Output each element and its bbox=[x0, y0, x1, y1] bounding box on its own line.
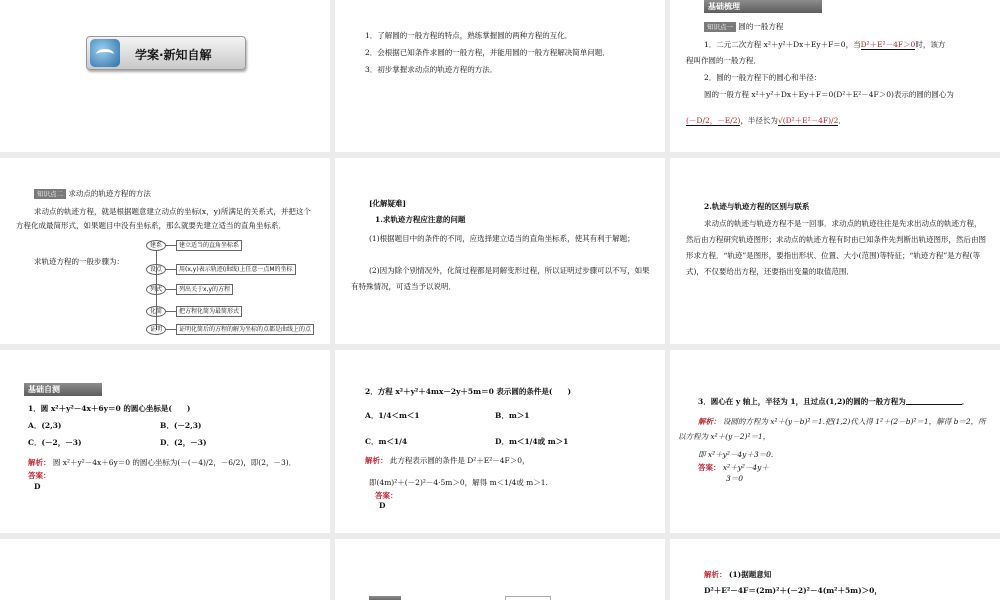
knowledge-topic: 圆的一般方程 bbox=[738, 22, 784, 31]
objective-3: 3．初步掌握求动点的轨迹方程的方法． bbox=[365, 65, 498, 74]
slide-8 bbox=[335, 350, 665, 533]
step-oval: 建系 bbox=[146, 240, 166, 251]
question-2: 2．方程 x²＋y²＋4mx－2y＋5m＝0 表示圆的条件是( ) bbox=[365, 387, 572, 396]
solution-label: 解析： bbox=[704, 570, 727, 579]
step-box: 列出关于x,y的方程 bbox=[176, 284, 233, 295]
solution-text: 此方程表示圆的条件是 D²＋E²－4F＞0， bbox=[389, 456, 530, 465]
solution-text: (1)据题意知 bbox=[728, 570, 772, 579]
step-box: 用(x,y)表示轨迹(曲线)上任意一点M的坐标 bbox=[176, 264, 296, 275]
solution-label: 解析： bbox=[698, 417, 721, 426]
option-b: B．(－2,3) bbox=[160, 421, 202, 430]
difference-heading: 2.轨迹与轨迹方程的区别与联系 bbox=[704, 202, 810, 211]
answer-label: 答案： bbox=[28, 471, 51, 480]
option-a: A．1/4＜m＜1 bbox=[365, 411, 420, 420]
answer-line-2: 3＝0 bbox=[726, 474, 744, 483]
solution-label: 解析： bbox=[28, 458, 51, 467]
book-logo-icon bbox=[90, 39, 120, 67]
answer-label: 答案： bbox=[698, 463, 721, 472]
section-heading-fragment bbox=[369, 596, 401, 600]
step-oval: 设点 bbox=[146, 264, 166, 275]
line-2: 程叫作圆的一般方程． bbox=[686, 56, 761, 65]
solution-row bbox=[678, 414, 990, 444]
answer-value: D bbox=[379, 501, 386, 510]
line-5-end: ． bbox=[838, 116, 846, 125]
solution-text: 圆 x²＋y²－4x＋6y＝0 的圆心坐标为(－(－4)/2，－6/2)，即(2，－3)． bbox=[52, 458, 297, 467]
knowledge-tag: 知识点二 bbox=[34, 189, 66, 199]
steps-intro: 求轨迹方程的一般步骤为： bbox=[34, 257, 124, 266]
step-box: 把方程化简为最简形式 bbox=[176, 306, 242, 317]
section-heading: 基础梳理 bbox=[704, 0, 822, 13]
radius-label: ，半径长为 bbox=[740, 116, 778, 125]
option-c: C．m＜1/4 bbox=[365, 437, 408, 446]
answer-value: D bbox=[34, 482, 41, 491]
slide-1 bbox=[0, 0, 330, 152]
section-banner bbox=[86, 36, 246, 70]
objective-1: 1．了解圆的一般方程的特点，熟练掌握圆的两种方程的互化． bbox=[365, 31, 573, 40]
slide-9 bbox=[670, 350, 1000, 533]
solution-line-2: 即 x²＋y²－4y＋3＝0. bbox=[698, 450, 774, 459]
knowledge-point-row bbox=[704, 21, 783, 32]
difficulty-heading: [化解疑难] bbox=[369, 199, 407, 208]
line-1 bbox=[704, 39, 945, 50]
option-a: A．(2,3) bbox=[28, 421, 62, 430]
answer-label: 答案： bbox=[375, 491, 398, 500]
solution-text: 设圆的方程为 x²＋(y－b)²＝1.把(1,2)代入得 1²＋(2－b)²＝1，解得 b＝2，所以方程为 x²＋(y－2)²＝1， bbox=[678, 417, 986, 441]
banner-title: 学案·新知自解 bbox=[135, 48, 212, 62]
step-oval: 列式 bbox=[146, 284, 166, 295]
solution-row bbox=[365, 455, 530, 466]
answer-blank bbox=[906, 404, 962, 405]
question-3-end: ． bbox=[961, 397, 970, 406]
answer-row bbox=[698, 462, 769, 473]
difficulty-p1: (1)根据题目中的条件的不同，应选择建立适当的直角坐标系，使其有利于解题； bbox=[369, 234, 635, 243]
slide-10 bbox=[0, 539, 330, 600]
line-4: 圆的一般方程 x²＋y²＋Dx＋Ey＋F＝0(D²＋E²－4F＞0)表示的圆的圆心为 bbox=[704, 90, 954, 99]
option-d: D．(2，－3) bbox=[160, 438, 207, 447]
condition-answer: D²＋E²－4F＞0 bbox=[860, 40, 916, 49]
knowledge-tag: 知识点一 bbox=[704, 22, 736, 32]
slide-12 bbox=[670, 539, 1000, 600]
difficulty-p2: (2)因为除个别情况外，化简过程都是同解变形过程，所以证明过步骤可以不写，如果有特殊情况，可适当予以说明． bbox=[351, 266, 650, 291]
center-answer: (－D/2，－E/2) bbox=[686, 116, 741, 125]
answer-line-1: x²＋y²－4y＋ bbox=[722, 463, 769, 472]
slide-6 bbox=[670, 158, 1000, 344]
line-1-tail: 时，该方 bbox=[915, 40, 946, 49]
difference-paragraph: 求动点的轨迹与轨迹方程不是一回事．求动点的轨迹往往是先求出动点的轨迹方程，然后由方程研究轨迹图形；求动点的轨迹方程有时由已知条件先判断出轨迹图形，然后由图形求方程．“轨迹”是图形，要指出形状、位置、大小(范围)等特征；“轨迹方程”是方程(等式)，不仅要给出方程，还要指出变量的取值范围． bbox=[686, 219, 986, 277]
slide-3 bbox=[670, 0, 1000, 152]
radius-answer: √(D²＋E²－4F)/2 bbox=[777, 116, 839, 125]
slide-4 bbox=[0, 158, 330, 344]
method-paragraph: 求动点的轨迹方程，就是根据题意建立动点的坐标(x，y)所满足的关系式，并把这个方程化成最简形式，如果题目中没有坐标系，那么就要先建立适当的直角坐标系． bbox=[16, 207, 311, 231]
step-oval: 证明 bbox=[146, 324, 166, 335]
solution-row bbox=[704, 569, 771, 580]
step-oval: 化简 bbox=[146, 306, 166, 317]
solution-line-2: 即(4m)²＋(－2)²－4·5m＞0，解得 m＜1/4或 m＞1. bbox=[369, 478, 548, 487]
option-b: B．m＞1 bbox=[495, 411, 530, 420]
line-1-text: 1．二元二次方程 x²＋y²＋Dx＋Ey＋F＝0，当 bbox=[704, 40, 861, 49]
knowledge-point-row bbox=[34, 188, 151, 199]
solution-row bbox=[28, 457, 296, 468]
option-d: D．m＜1/4或 m＞1 bbox=[495, 437, 569, 446]
solution-label: 解析： bbox=[365, 456, 388, 465]
knowledge-topic: 求动点的轨迹方程的方法 bbox=[68, 189, 151, 198]
question-1: 1．圆 x²＋y²－4x＋6y＝0 的圆心坐标是( ) bbox=[28, 404, 191, 413]
section-heading: 基础自测 bbox=[24, 383, 102, 396]
slide-7 bbox=[0, 350, 330, 533]
difficulty-subheading: 1.求轨迹方程应注意的问题 bbox=[375, 215, 466, 224]
line-5 bbox=[686, 115, 846, 126]
steps-flowchart bbox=[146, 240, 316, 340]
question-3 bbox=[698, 396, 969, 407]
slide-2 bbox=[335, 0, 665, 152]
objective-2: 2．会根据已知条件求圆的一般方程，并能用圆的一般方程解决简单问题． bbox=[365, 48, 610, 57]
box-fragment bbox=[505, 596, 551, 600]
slide-5 bbox=[335, 158, 665, 344]
slide-11 bbox=[335, 539, 665, 600]
step-box: 建立适当的直角坐标系 bbox=[176, 240, 242, 251]
solution-line-2: D²＋E²－4F＝(2m)²＋(－2)²－4(m²＋5m)＞0， bbox=[704, 586, 882, 595]
line-3: 2．圆的一般方程下的圆心和半径： bbox=[704, 73, 822, 82]
question-3-text: 3．圆心在 y 轴上，半径为 1，且过点(1,2)的圆的一般方程为 bbox=[698, 397, 906, 406]
option-c: C．(－2，－3) bbox=[28, 438, 82, 447]
step-box: 证明化简后的方程的解为坐标的点都是曲线上的点 bbox=[176, 324, 314, 335]
